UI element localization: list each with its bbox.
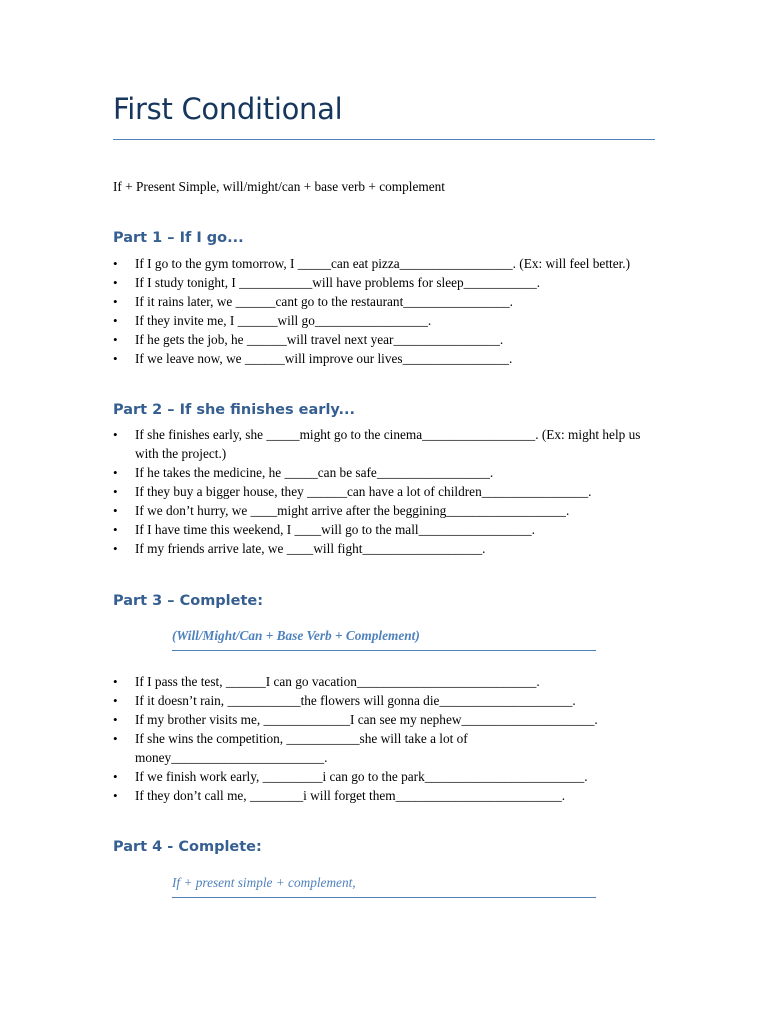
part3-formula-underline xyxy=(172,650,596,651)
part4-formula-underline xyxy=(172,897,596,898)
bullet-icon: • xyxy=(113,769,118,784)
bullet-icon: • xyxy=(113,332,118,347)
list-item xyxy=(113,463,658,482)
bullet-icon: • xyxy=(113,712,118,727)
bullet-icon: • xyxy=(113,351,118,366)
list-item-text: If my friends arrive late, we ____will fight__________________. xyxy=(135,541,486,556)
list-item-text: If I go to the gym tomorrow, I _____can eat pizza_________________. (Ex: will feel better.) xyxy=(135,256,631,271)
bullet-icon: • xyxy=(113,294,118,309)
list-item xyxy=(113,691,593,710)
list-item-text: If I have time this weekend, I ____will go to the mall_________________. xyxy=(135,522,535,537)
list-item xyxy=(113,672,593,691)
list-item xyxy=(113,786,593,805)
title-underline xyxy=(113,139,655,140)
list-item-text: If it doesn’t rain, ___________the flowers will gonna die____________________. xyxy=(135,693,576,708)
part4-heading: Part 4 - Complete: xyxy=(113,839,262,855)
list-item-text: If I pass the test, ______I can go vacation___________________________. xyxy=(135,674,540,689)
list-item-text: If they invite me, I ______will go_________________. xyxy=(135,313,432,328)
bullet-icon: • xyxy=(113,731,118,746)
list-item xyxy=(113,292,658,311)
list-item xyxy=(113,273,658,292)
bullet-icon: • xyxy=(113,788,118,803)
part2-list xyxy=(113,425,658,558)
list-item-text: If they buy a bigger house, they ______can have a lot of children________________. xyxy=(135,484,592,499)
list-item-text: If he gets the job, he ______will travel next year________________. xyxy=(135,332,504,347)
list-item xyxy=(113,425,658,463)
bullet-icon: • xyxy=(113,465,118,480)
list-item-text: If they don’t call me, ________i will forget them_________________________. xyxy=(135,788,566,803)
bullet-icon: • xyxy=(113,674,118,689)
part3-list xyxy=(113,672,598,805)
list-item-text: If we don’t hurry, we ____might arrive after the beggining__________________. xyxy=(135,503,570,518)
part2-heading: Part 2 – If she finishes early... xyxy=(113,402,356,418)
part3-heading: Part 3 – Complete: xyxy=(113,593,264,609)
list-item xyxy=(113,729,505,767)
list-item xyxy=(113,767,593,786)
formula-text: If + Present Simple, will/might/can + base verb + complement xyxy=(113,179,445,194)
list-item xyxy=(113,501,658,520)
list-item-text: If it rains later, we ______cant go to the restaurant________________. xyxy=(135,294,513,309)
bullet-icon: • xyxy=(113,313,118,328)
list-item-text: If my brother visits me, _____________I can see my nephew____________________. xyxy=(135,712,598,727)
bullet-icon: • xyxy=(113,484,118,499)
part3-formula: (Will/Might/Can + Base Verb + Complement) xyxy=(172,628,420,643)
bullet-icon: • xyxy=(113,522,118,537)
list-item-text: If we leave now, we ______will improve our lives________________. xyxy=(135,351,513,366)
part1-list xyxy=(113,254,658,368)
list-item xyxy=(113,710,598,729)
part4-formula: If + present simple + complement, xyxy=(172,875,356,890)
list-item xyxy=(113,482,658,501)
list-item-text: If we finish work early, _________i can go to the park________________________. xyxy=(135,769,588,784)
list-item xyxy=(113,520,658,539)
bullet-icon: • xyxy=(113,275,118,290)
bullet-icon: • xyxy=(113,427,118,442)
list-item-text: If I study tonight, I ___________will have problems for sleep___________. xyxy=(135,275,541,290)
bullet-icon: • xyxy=(113,256,118,271)
list-item xyxy=(113,330,658,349)
bullet-icon: • xyxy=(113,693,118,708)
list-item-text: If she finishes early, she _____might go to the cinema_________________. (Ex: might help us with the project.) xyxy=(135,427,641,461)
part1-heading: Part 1 – If I go... xyxy=(113,230,244,246)
page-title: First Conditional xyxy=(113,92,343,126)
list-item-text: If he takes the medicine, he _____can be safe_________________. xyxy=(135,465,494,480)
list-item-text: If she wins the competition, ___________she will take a lot of money_______________________. xyxy=(135,731,468,765)
bullet-icon: • xyxy=(113,541,118,556)
list-item xyxy=(113,539,658,558)
list-item xyxy=(113,254,658,273)
bullet-icon: • xyxy=(113,503,118,518)
list-item xyxy=(113,349,658,368)
list-item xyxy=(113,311,658,330)
